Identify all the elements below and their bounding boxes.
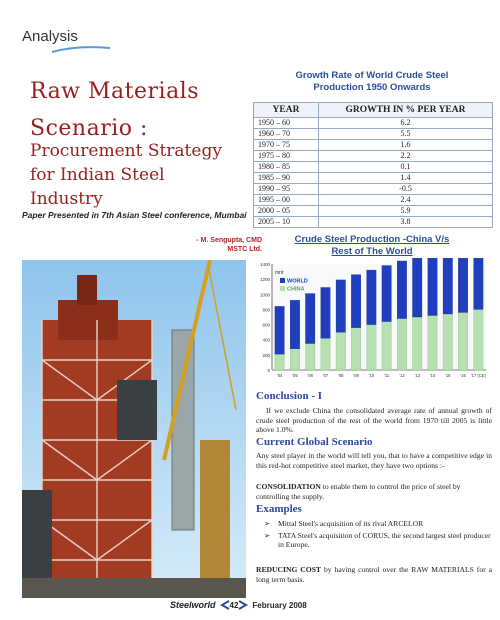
x-tick-label: '10: [368, 373, 375, 378]
page-footer: [170, 600, 307, 610]
x-tick-label: '08: [338, 373, 344, 378]
x-tick-label: '13: [414, 373, 420, 378]
global-scenario-text: Any steel player in the world will tell you, that to have a competitive edge in this red-hot competitive steel market, they have two options :-: [256, 451, 492, 470]
example-text: TATA Steel's acquisition of CORUS, the second largest steel producer in Europe.: [278, 530, 491, 549]
growth-cell: 2.4: [319, 195, 493, 206]
growth-cell: 2.2: [319, 151, 493, 162]
x-tick-label: '16: [460, 373, 466, 378]
world-bar: [458, 258, 467, 312]
table-row: [254, 217, 493, 228]
chart-title: [252, 234, 492, 258]
world-bar: [305, 294, 314, 344]
growth-cell: 1.4: [319, 173, 493, 184]
year-cell: 1995 – 00: [254, 195, 319, 206]
legend-label-world: WORLD: [287, 278, 308, 285]
year-cell: 1960 – 70: [254, 129, 319, 140]
table-row: [254, 140, 493, 151]
year-cell: 2005 – 10: [254, 217, 319, 228]
magazine-brand: Steelworld: [170, 600, 216, 610]
china-bar: [412, 317, 421, 370]
author-credit: [150, 236, 262, 254]
world-bar: [351, 275, 360, 328]
world-bar: [321, 287, 330, 338]
chart-title-line2: Rest of The World: [331, 246, 413, 257]
table-row: [254, 173, 493, 184]
year-cell: 2000 – 05: [254, 206, 319, 217]
world-bar: [474, 258, 483, 309]
y-tick-label: 0: [267, 368, 270, 373]
chart-title-line1: Crude Steel Production -China V/s: [294, 234, 450, 245]
swoosh-decoration: [52, 44, 112, 54]
consolidation-text: to enable them to control the price of steel by controlling the supply.: [256, 482, 461, 501]
growth-table-title-line1: Growth Rate of World Crude Steel: [295, 70, 449, 81]
right-chevron-icon: [238, 600, 248, 610]
x-tick-label: '14: [429, 373, 436, 378]
y-tick-label: 1400: [259, 262, 270, 267]
world-bar: [367, 270, 376, 325]
growth-cell: 5.9: [319, 206, 493, 217]
year-cell: 1990 – 95: [254, 184, 319, 195]
china-bar: [428, 315, 437, 370]
steel-plant-photo: [22, 260, 246, 598]
growth-table-title: [252, 70, 492, 94]
y-tick-label: 1000: [259, 292, 270, 298]
x-tick-label: '17 (CE): [470, 373, 486, 378]
conclusion-heading: Conclusion - I: [256, 390, 323, 402]
x-tick-label: '11: [384, 373, 390, 378]
examples-heading: Examples: [256, 503, 302, 515]
table-row: [254, 195, 493, 206]
year-cell: 1985 – 90: [254, 173, 319, 184]
year-cell: 1975 – 80: [254, 151, 319, 162]
unit-label: mnt: [275, 270, 284, 276]
x-tick-label: '09: [353, 373, 359, 378]
growth-cell: 6.2: [319, 118, 493, 129]
growth-table-title-line2: Production 1950 Onwards: [313, 82, 431, 93]
world-bar: [397, 261, 406, 319]
article-title-line2: Scenario :: [30, 116, 148, 141]
world-bar: [428, 258, 437, 315]
examples-list: [264, 519, 492, 552]
x-tick-label: '07: [322, 373, 329, 378]
table-row: [254, 206, 493, 217]
world-bar: [275, 306, 284, 354]
column-header-year: YEAR: [254, 103, 319, 118]
china-bar: [367, 325, 376, 370]
growth-cell: 1.6: [319, 140, 493, 151]
global-scenario-heading: Current Global Scenario: [256, 436, 373, 448]
list-item: [264, 531, 492, 550]
world-bar: [336, 280, 345, 332]
legend-swatch-china: [280, 286, 285, 291]
article-subtitle-line3: Industry: [30, 189, 103, 209]
consolidation-label: CONSOLIDATION: [256, 482, 321, 491]
example-text: Mittal Steel's acquisition of its rival ARCELOR: [278, 519, 424, 528]
column-header-growth: GROWTH IN % PER YEAR: [319, 103, 493, 118]
china-bar: [321, 338, 330, 370]
world-bar: [290, 300, 299, 348]
page-number: 42: [229, 600, 239, 610]
table-row: [254, 118, 493, 129]
world-bar: [382, 266, 391, 322]
y-tick-label: 400: [262, 337, 270, 343]
growth-cell: 0.1: [319, 162, 493, 173]
table-row: [254, 162, 493, 173]
consolidation-paragraph: [256, 482, 492, 501]
x-tick-label: '15: [445, 373, 451, 378]
reducing-cost-text: by having control over the RAW MATERIALS for a long term basis.: [256, 565, 492, 584]
reducing-cost-label: REDUCING COST: [256, 565, 321, 574]
article-title-line1: Raw Materials: [30, 79, 200, 104]
growth-cell: 5.5: [319, 129, 493, 140]
year-cell: 1970 – 75: [254, 140, 319, 151]
china-bar: [382, 322, 391, 370]
crude-steel-chart: [252, 258, 492, 386]
legend-label-china: CHINA: [287, 286, 305, 293]
author-name: - M. Sengupta, CMD: [196, 237, 262, 244]
table-header-row: [254, 103, 493, 118]
paper-note: Paper Presented in 7th Asian Steel conference, Mumbai: [22, 210, 247, 220]
conclusion-text: If we exclude China the consolidated average rate of annual growth of crude steel production of the rest of the world from 1970 till 2005 is little above 1.0%.: [256, 406, 492, 434]
issue-date: February 2008: [252, 600, 307, 610]
world-bar: [412, 258, 421, 317]
article-subtitle-line2: for Indian Steel: [30, 165, 165, 185]
x-tick-label: '04: [276, 373, 283, 378]
y-tick-label: 1200: [259, 277, 270, 283]
growth-cell: 3.8: [319, 217, 493, 228]
world-bar: [443, 258, 452, 314]
china-bar: [397, 319, 406, 370]
y-tick-label: 200: [262, 352, 270, 358]
x-tick-label: '06: [307, 373, 313, 378]
author-org: MSTC Ltd.: [227, 246, 262, 253]
growth-cell: -0.5: [319, 184, 493, 195]
china-bar: [305, 344, 314, 371]
china-bar: [290, 349, 299, 370]
table-row: [254, 151, 493, 162]
x-tick-label: '05: [292, 373, 298, 378]
arrow-bullet-icon: ➢: [264, 530, 271, 540]
china-bar: [275, 354, 284, 370]
article-subtitle-line1: Procurement Strategy: [30, 141, 222, 161]
y-tick-label: 600: [262, 322, 270, 328]
left-chevron-icon: [220, 600, 230, 610]
table-row: [254, 129, 493, 140]
reducing-cost-paragraph: [256, 565, 492, 584]
legend-swatch-world: [280, 278, 285, 283]
year-cell: 1950 – 60: [254, 118, 319, 129]
x-tick-label: '12: [399, 373, 405, 378]
china-bar: [474, 309, 483, 370]
china-bar: [443, 314, 452, 370]
table-row: [254, 184, 493, 195]
china-bar: [458, 312, 467, 370]
y-tick-label: 800: [262, 307, 270, 313]
list-item: [264, 519, 492, 529]
growth-rate-table: [253, 102, 493, 228]
section-label: Analysis: [22, 28, 78, 45]
arrow-bullet-icon: ➢: [264, 519, 271, 528]
year-cell: 1980 – 85: [254, 162, 319, 173]
china-bar: [351, 328, 360, 370]
china-bar: [336, 332, 345, 370]
page-number-marker: [220, 600, 249, 610]
